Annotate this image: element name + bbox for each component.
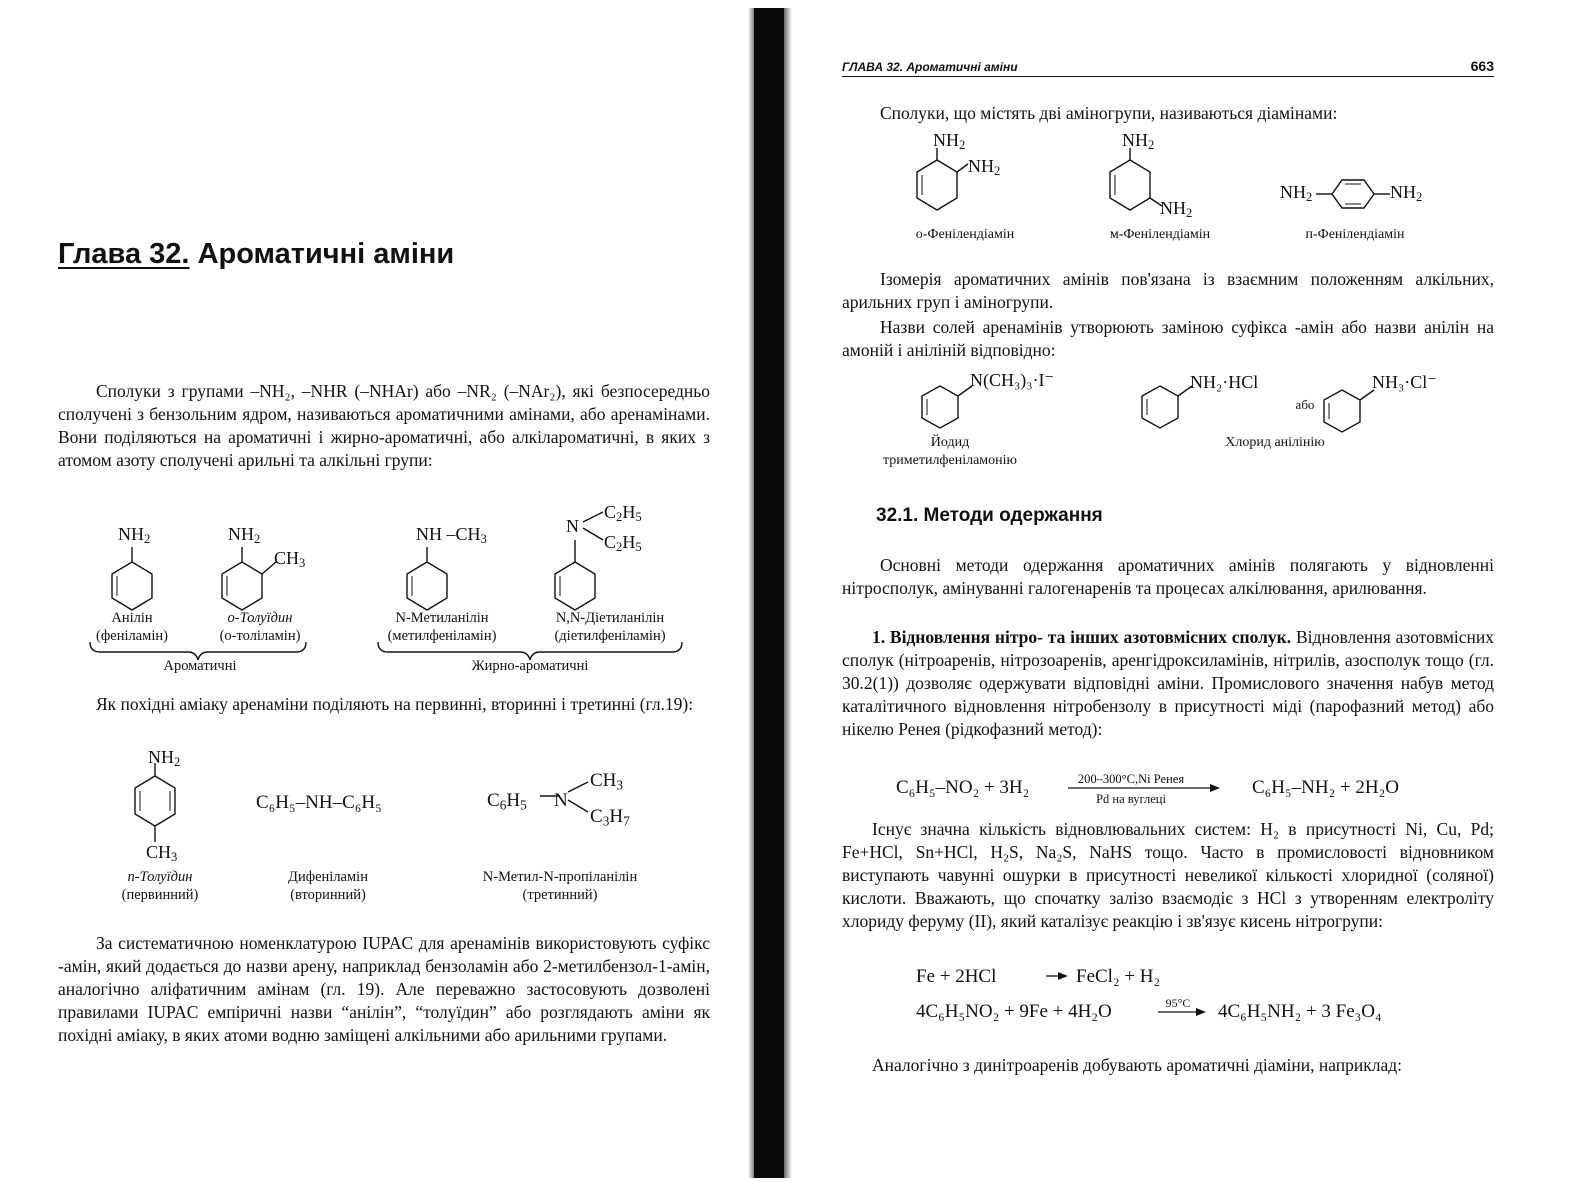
- eq1-cond-top: 200–300°C,Ni Ренея: [1077, 772, 1185, 786]
- salt1-name-line2: триметилфеніламонію: [882, 453, 1018, 468]
- m-diamine-nh2-2: $NH_2$: [1160, 198, 1193, 221]
- chapter-name: Ароматичні аміни: [197, 238, 455, 270]
- chapter-label: Глава 32.: [58, 238, 190, 270]
- page-number: 663: [1470, 58, 1494, 74]
- method1-text: Відновлення азотовмісних сполук (нітроаренів, нітрозоаренів, аренгідроксиламінів, нітрилів, азосполук тощо (гл. 30.2(1)) дозволяє одержувати відповідні аміни. Промислового значення набув метод каталітичного відновлення нітробензолу в присутності міді (парофазний метод) або нікелю Ренея (рідкофазний метод):: [842, 627, 1495, 739]
- p-diamine-nh2-1: $NH_2$: [1280, 182, 1313, 205]
- diethylaniline-ethyl-2: $C_2H_5$: [604, 532, 642, 555]
- n-methylaniline-formula: NH $-CH_3$: [416, 524, 487, 547]
- o-toluidine-formula: $NH_2$: [228, 524, 261, 547]
- o-diamine-nh2-2: $NH_2$: [968, 156, 1001, 179]
- salt2-label: Хлорид анілінію: [1225, 435, 1325, 450]
- running-header-text: ГЛАВА 32. Ароматичні аміни: [842, 60, 1018, 74]
- p-toluidine-ch3: $CH_3$: [146, 842, 178, 865]
- methylpropylaniline-n: N: [554, 790, 568, 811]
- eq1-right: C₆H₅–NH₂ + 2H₂O: [1252, 777, 1399, 798]
- intro-paragraph: Сполуки з групами –NH₂, –NHR (–NHAr) або –NR₂ (–NAr₂), які безпосередньо сполучені з бензольним ядром, називаються ароматичними амінами, або аренамінами. Вони поділяються на ароматичні і жирно-ароматичні, або алкіларoматичні, в яких з атомом азоту сполучені арильні та алкільні групи:: [58, 381, 710, 470]
- diphenylamine-formula: C₆H₅–NH–C₆H₅: [256, 792, 382, 813]
- reducers-paragraph: Існує значна кількість відновлювальних систем: H₂ в присутності Ni, Cu, Pd; Fe+HCl, Sn+HCl, H₂S, Na₂S, NaHS тощо. Часто в промисловості відновником виступають чавунні ошурки в присутності невеликої кількості хлоридної (соляної) кислоти. Вважають, що спочатку залізо взаємодіє з HCl з утворенням електроліту хлориду феруму (II), який каталізує реакцію і зв'язує кисень нітрогрупи:: [842, 819, 1494, 931]
- methylpropylaniline-alt: (третинний): [522, 887, 598, 903]
- aniline-formula: $NH_2$: [118, 524, 151, 547]
- diethylaniline-alt: (діетилфеніламін): [554, 628, 666, 644]
- o-toluidine-alt: (о-толіламін): [219, 628, 301, 644]
- m-diamine-label: м-Фенілендіамін: [1109, 227, 1211, 242]
- diethylaniline-name: N,N-Діетиланілін: [555, 610, 665, 626]
- diamines-intro: Сполуки, що містять дві аміногрупи, називаються діамінами:: [880, 103, 1338, 123]
- aniline-alt: (феніламін): [96, 628, 168, 644]
- n-methylaniline-name: N-Метиланілін: [395, 610, 489, 626]
- methylpropylaniline-ch3: $CH_3$: [590, 770, 624, 793]
- group-fatty-aromatic: Жирно-ароматичні: [471, 658, 589, 674]
- methylpropylaniline-name: N-Метил-N-пропіланілін: [482, 869, 638, 885]
- salt1-formula: N(CH₃)₃·I⁻: [970, 370, 1055, 390]
- aniline-name: Анілін: [111, 610, 153, 626]
- methylpropylaniline-c6h5: $C_6H_5$: [487, 790, 527, 813]
- eq3-cond: 95°C: [1165, 996, 1191, 1010]
- n-methylaniline-alt: (метилфеніламін): [387, 628, 497, 644]
- diethylaniline-n: N: [566, 516, 579, 536]
- p-diamine-nh2-2: $NH_2$: [1390, 182, 1423, 205]
- eq3-left: 4C₆H₅NO₂ + 9Fe + 4H₂O: [916, 1001, 1112, 1022]
- salt2-formula-b: NH₃·Cl⁻: [1372, 372, 1437, 392]
- methods-paragraph: Основні методи одержання ароматичних амінів полягають у відновленні нітросполук, амінуванні галогенаренів та процесах алкілювання, арилювання.: [842, 555, 1494, 598]
- salts-paragraph: Назви солей аренамінів утворюють заміною суфікса -амін або назви анілін на амоній і анілiній відповідно:: [842, 317, 1494, 360]
- eq2-left: Fe + 2HCl: [916, 966, 997, 987]
- eq2-right: FeCl₂ + H₂: [1076, 966, 1161, 987]
- p-diamine-label: п-Фенілендіамін: [1305, 227, 1405, 242]
- section-title: 32.1. Методи одержання: [876, 505, 1103, 526]
- paragraph-2: Як похідні аміаку аренаміни поділяють на первинні, вторинні і третинні (гл.19):: [96, 694, 694, 714]
- diethylaniline-ethyl-1: $C_2H_5$: [604, 502, 642, 525]
- o-toluidine-name: о-Толуїдин: [227, 610, 293, 626]
- p-toluidine-alt: (первинний): [121, 887, 199, 903]
- o-diamine-label: о-Фенілендіамін: [915, 227, 1015, 242]
- o-diamine-nh2-1: $NH_2$: [933, 130, 966, 153]
- methylpropylaniline-c3h7: $C_3H_7$: [590, 806, 630, 829]
- isomerism-paragraph: Ізомерія ароматичних амінів пов'язана із взаємним положенням алкільних, арильних груп і аміногрупи.: [842, 269, 1494, 312]
- m-diamine-nh2-1: $NH_2$: [1122, 130, 1155, 153]
- o-toluidine-methyl: $CH_3$: [274, 548, 306, 571]
- method1-title: 1. Відновлення нітро- та інших азотовмісних сполук.: [872, 627, 1292, 647]
- diphenylamine-name: Дифеніламін: [288, 869, 368, 885]
- salt2-formula-a: NH₂·HCl: [1190, 372, 1259, 392]
- eq3-right: 4C₆H₅NH₂ + 3 Fe₃O₄: [1218, 1001, 1382, 1022]
- p-toluidine-nh2: $NH_2$: [148, 747, 181, 770]
- eq1-cond-bottom: Pd на вуглеці: [1096, 792, 1166, 806]
- p-toluidine-name: п-Толуїдин: [127, 869, 193, 885]
- group-aromatic: Ароматичні: [163, 658, 237, 674]
- eq1-left: C₆H₅–NO₂ + 3H₂: [896, 777, 1030, 798]
- salt1-name-line1: Йодид: [930, 435, 970, 450]
- salt-or: або: [1295, 397, 1315, 412]
- final-paragraph: Аналогічно з динітроаренів добувають ароматичні діаміни, наприклад:: [872, 1055, 1403, 1075]
- diphenylamine-alt: (вторинний): [290, 887, 366, 903]
- paragraph-3: За систематичною номенклатурою IUPAC для аренамінів використовують суфікс -амін, який додається до назви арену, наприклад бензоламін або 2-метилбензол-1-амін, аналогічно аліфатичним амінам (гл. 19). Але переважно застосовують дозволені правилами IUPAC емпіричні назви “анілін”, “толуїдин” або розглядають аміни як похідні аміаку, в яких атоми водню заміщені алкільними або арильними групами.: [58, 933, 710, 1045]
